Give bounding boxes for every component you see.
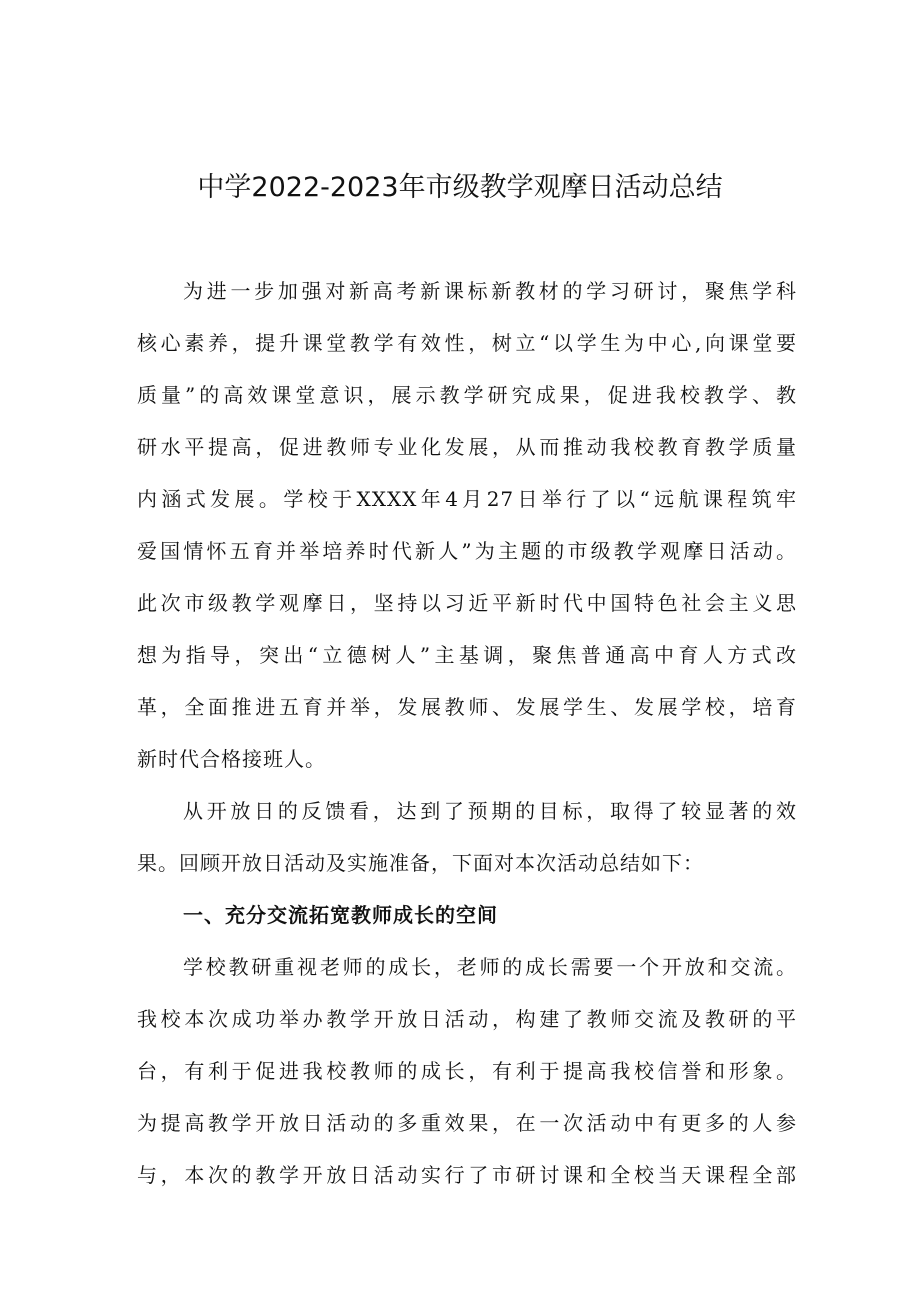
section-paragraph — [137, 941, 797, 1201]
text-line: 我校本次成功举办教学开放日活动，构建了教师交流及教研的平 — [137, 1007, 797, 1031]
text-line: 学校教研重视老师的成长，老师的成长需要一个开放和交流。 — [183, 955, 797, 979]
document-title: 中学2022-2023年市级教学观摩日活动总结 — [197, 172, 723, 203]
text-line: 为进一步加强对新高考新课标新教材的学习研讨，聚焦学科 — [183, 279, 797, 303]
text-line: 果。回顾开放日活动及实施准备，下面对本次活动总结如下： — [137, 851, 704, 875]
text-line: 革，全面推进五育并举，发展教师、发展学生、发展学校，培育 — [137, 695, 797, 719]
text-line: 此次市级教学观摩日，坚持以习近平新时代中国特色社会主义思 — [137, 591, 797, 615]
text-line: 核心素养，提升课堂教学有效性，树立“以学生为中心,向课堂要 — [137, 331, 797, 355]
text-line: 从开放日的反馈看，达到了预期的目标，取得了较显著的效 — [183, 799, 797, 823]
feedback-paragraph — [137, 785, 797, 889]
section-heading: 一、充分交流拓宽教师成长的空间 — [183, 903, 498, 927]
text-line: 新时代合格接班人。 — [137, 747, 326, 771]
text-line: 研水平提高，促进教师专业化发展，从而推动我校教育教学质量 — [137, 435, 797, 459]
text-line: 爱国情怀五育并举培养时代新人”为主题的市级教学观摩日活动。 — [137, 539, 797, 563]
document-body — [137, 265, 797, 1201]
text-line: 与，本次的教学开放日活动实行了市研讨课和全校当天课程全部 — [137, 1163, 797, 1187]
text-line: 想为指导，突出“立德树人”主基调，聚焦普通高中育人方式改 — [137, 643, 797, 667]
text-line: 质量”的高效课堂意识，展示教学研究成果，促进我校教学、教 — [137, 383, 797, 407]
intro-paragraph — [137, 265, 797, 785]
text-line: 台，有利于促进我校教师的成长，有利于提高我校信誉和形象。 — [137, 1059, 797, 1083]
text-line: 为提高教学开放日活动的多重效果，在一次活动中有更多的人参 — [137, 1111, 797, 1135]
text-line: 内涵式发展。学校于XXXX年4月27日举行了以“远航课程筑牢 — [137, 487, 797, 511]
